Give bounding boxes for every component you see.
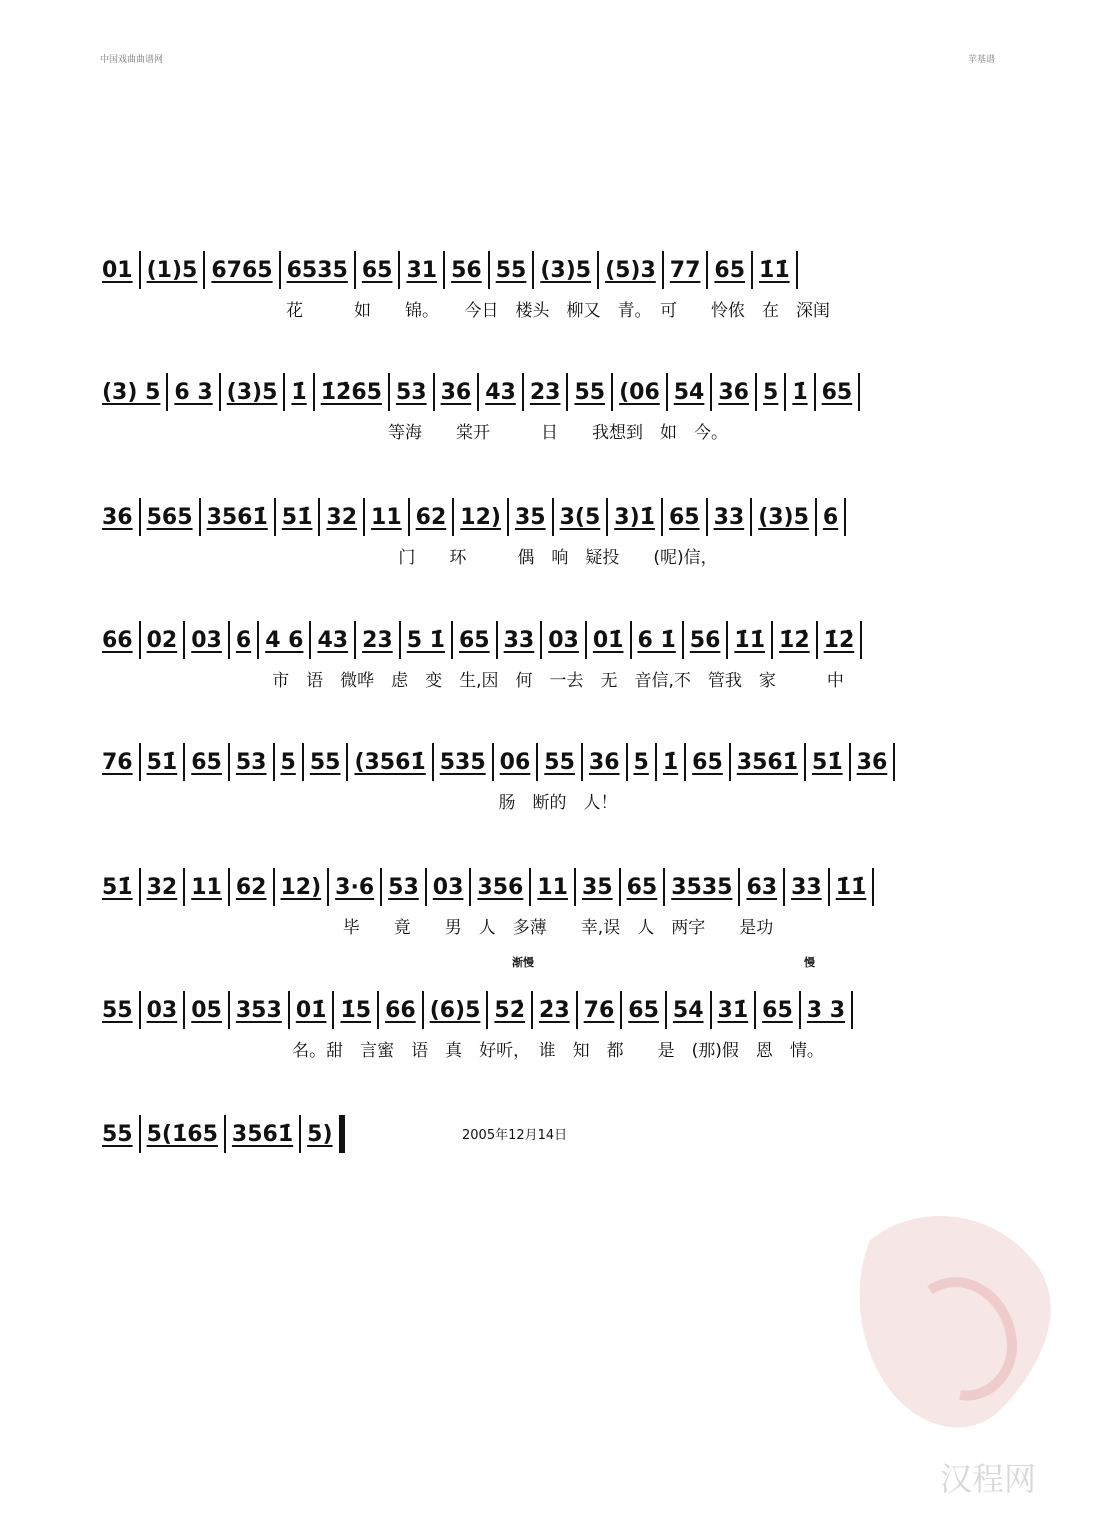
measure: (3)5: [226, 379, 278, 405]
barline: [532, 251, 534, 289]
measure: 53: [388, 874, 419, 900]
barline: [399, 621, 401, 659]
measure: 65: [191, 749, 222, 775]
measure: 77: [669, 257, 701, 283]
measure: 03: [191, 627, 222, 653]
measure: 3 3: [806, 997, 846, 1023]
barline: [346, 743, 348, 781]
measure: 36: [102, 504, 133, 530]
barline: [585, 621, 587, 659]
barline: [783, 868, 785, 906]
barline: [849, 743, 851, 781]
barline: [754, 991, 756, 1029]
barline: [273, 868, 275, 906]
barline: [443, 251, 445, 289]
barline: [183, 868, 185, 906]
barline: [139, 1115, 141, 1153]
score-system: [98, 865, 1018, 945]
measure: 54: [673, 379, 705, 405]
measure: 01̇: [592, 627, 624, 653]
barline: [796, 251, 798, 289]
barline: [219, 373, 221, 411]
measure: (3561̇: [354, 749, 426, 775]
barline: [203, 251, 205, 289]
measure: 6: [235, 627, 252, 653]
measure: 01̇: [295, 997, 327, 1023]
measure: 65: [628, 997, 659, 1023]
measure: 23: [529, 379, 561, 405]
measure: 51̇: [146, 749, 178, 775]
tempo-mark-slow: 慢: [804, 956, 815, 969]
measure: (1)5: [146, 257, 198, 283]
measure: 01: [102, 257, 133, 283]
measure: 66: [385, 997, 416, 1023]
measure: 54: [672, 997, 704, 1023]
barline: [540, 621, 542, 659]
barline: [425, 868, 427, 906]
measure: 31̇: [717, 997, 749, 1023]
measure: 36: [718, 379, 749, 405]
measure: 06: [499, 749, 531, 775]
barline: [433, 373, 435, 411]
barline: [771, 621, 773, 659]
measure: 65: [714, 257, 746, 283]
barline: [626, 743, 628, 781]
barline: [784, 373, 786, 411]
measure: 65: [692, 749, 723, 775]
barline: [799, 991, 801, 1029]
barline: [432, 743, 434, 781]
barline: [844, 498, 846, 536]
barline: [469, 868, 471, 906]
measure: 5: [280, 749, 296, 775]
barline: [522, 373, 524, 411]
notes-row: [98, 248, 1018, 292]
measure: 12): [280, 874, 322, 900]
measure: 53: [235, 749, 267, 775]
measure: 55: [495, 257, 527, 283]
barline: [738, 868, 740, 906]
measure: 1̇1̇: [835, 874, 867, 900]
measure: 66: [102, 627, 133, 653]
barline: [816, 621, 818, 659]
measure: 12): [460, 504, 501, 530]
measure: (5)3: [605, 257, 656, 283]
measure: 6 1̇: [637, 627, 676, 653]
notes-row: [98, 495, 1018, 539]
barline: [606, 498, 608, 536]
barline: [507, 498, 509, 536]
measure: 76: [583, 997, 615, 1023]
barline: [814, 373, 816, 411]
measure: 1̇2̇: [823, 627, 855, 653]
measure: 43: [485, 379, 516, 405]
barline: [872, 868, 874, 906]
measure: 43: [317, 627, 349, 653]
barline: [477, 373, 479, 411]
measure: 53: [395, 379, 427, 405]
measure: 56: [689, 627, 721, 653]
barline: [581, 743, 583, 781]
measure: 35: [581, 874, 613, 900]
barline: [851, 991, 853, 1029]
measure: 51̇: [102, 874, 133, 900]
barline: [183, 621, 185, 659]
barline: [630, 621, 632, 659]
measure: 65: [626, 874, 658, 900]
score-system: [98, 370, 1018, 450]
measure: 356: [477, 874, 524, 900]
barline: [706, 498, 708, 536]
barline: [380, 868, 382, 906]
measure: 6765: [211, 257, 273, 283]
measure: 31: [406, 257, 438, 283]
measure: 353: [235, 997, 282, 1023]
barline: [620, 991, 622, 1029]
barline: [288, 991, 290, 1029]
measure: 03: [548, 627, 579, 653]
barline: [327, 868, 329, 906]
barline: [257, 621, 259, 659]
barline: [139, 498, 141, 536]
measure: 11: [371, 504, 402, 530]
barline: [619, 868, 621, 906]
lyrics-row: 等海 棠开 日 我想到 如 今。: [388, 423, 728, 443]
measure: 1̇1̇: [759, 257, 790, 283]
measure: 6 3: [174, 379, 213, 405]
barline: [729, 743, 731, 781]
barline: [828, 868, 830, 906]
measure: 36: [588, 749, 620, 775]
measure: 65: [821, 379, 853, 405]
barline: [183, 991, 185, 1029]
barline: [529, 868, 531, 906]
watermark-logo: [830, 1180, 1080, 1510]
measure: 5(1̇65: [146, 1121, 218, 1147]
barline: [279, 251, 281, 289]
barline: [183, 743, 185, 781]
barline: [576, 991, 578, 1029]
barline: [299, 1115, 301, 1153]
date-stamp: 2005年12月14日: [462, 1128, 568, 1143]
barline: [363, 498, 365, 536]
barline: [139, 251, 141, 289]
barline: [309, 621, 311, 659]
barline: [665, 991, 667, 1029]
measure: 33: [713, 504, 745, 530]
score-system: [98, 248, 1018, 328]
measure: 1̇2̇: [779, 627, 810, 653]
measure: 36: [440, 379, 472, 405]
barline: [228, 991, 230, 1029]
lyrics-row: 名。甜 言蜜 语 真 好听， 谁 知 都 是 (那)假 恩 情。: [292, 1041, 824, 1061]
barline: [710, 373, 712, 411]
measure: 3·6: [335, 874, 375, 900]
site-header-left: 中国戏曲曲谱网: [100, 55, 164, 65]
barline: [751, 251, 753, 289]
barline: [755, 373, 757, 411]
barline: [574, 868, 576, 906]
barline: [224, 1115, 226, 1153]
measure: 1̇: [792, 379, 808, 405]
barline: [893, 743, 895, 781]
measure: 65: [668, 504, 700, 530]
measure: 1̇5: [340, 997, 372, 1023]
lyrics-row: 毕 竟 男 人 多薄 幸,误 人 两字 是功: [342, 918, 774, 938]
score-system: [98, 618, 1018, 698]
barline: [332, 991, 334, 1029]
measure: 3(5: [559, 504, 601, 530]
barline: [274, 498, 276, 536]
measure: 55: [102, 997, 133, 1023]
svg-text:汉程网: 汉程网: [940, 1460, 1037, 1498]
measure: 3561̇: [231, 1121, 294, 1147]
measure: 1̇1̇: [734, 627, 766, 653]
barline: [663, 868, 665, 906]
measure: 65: [361, 257, 393, 283]
measure: 76: [102, 749, 133, 775]
barline: [486, 991, 488, 1029]
measure: 5): [307, 1121, 333, 1147]
site-header-right: 苹基谱: [967, 55, 995, 65]
measure: (3) 5: [102, 379, 161, 405]
notes-row: [98, 988, 1018, 1032]
lyrics-row: 花 如 锦。 今日 楼头 柳又 青。 可 怜侬 在 深闺: [286, 301, 830, 321]
measure: 3561̇: [206, 504, 268, 530]
barline: [166, 373, 168, 411]
notes-row: [98, 370, 1018, 414]
notes-row: [98, 740, 1018, 784]
barline: [377, 991, 379, 1029]
barline: [228, 868, 230, 906]
measure: 5: [633, 749, 649, 775]
measure: 35: [514, 504, 546, 530]
barline: [339, 1115, 345, 1153]
tempo-mark-accel: 渐慢: [512, 956, 534, 969]
score-system: [98, 988, 1018, 1068]
barline: [139, 991, 141, 1029]
measure: 03: [146, 997, 178, 1023]
measure: 51̇: [281, 504, 313, 530]
barline: [611, 373, 613, 411]
lyrics-row: 门 环 偶 响 疑投 (呢)信，: [398, 548, 718, 568]
measure: 32: [326, 504, 358, 530]
measure: 55: [309, 749, 341, 775]
measure: 33: [791, 874, 822, 900]
barline: [655, 743, 657, 781]
barline: [354, 251, 356, 289]
barline: [666, 373, 668, 411]
measure: 2̇3: [539, 997, 570, 1023]
barline: [139, 743, 141, 781]
barline: [750, 498, 752, 536]
barline: [199, 498, 201, 536]
measure: 4 6: [265, 627, 304, 653]
score-system: [98, 495, 1018, 575]
measure: 6: [822, 504, 839, 530]
measure: (6)5: [429, 997, 481, 1023]
barline: [815, 498, 817, 536]
lyrics-row: 肠 断的 人！: [498, 793, 618, 813]
barline: [273, 743, 275, 781]
measure: 5 1̇: [406, 627, 445, 653]
barline: [682, 621, 684, 659]
barline: [662, 251, 664, 289]
measure: 62: [415, 504, 447, 530]
measure: 33: [503, 627, 535, 653]
barline: [710, 991, 712, 1029]
barline: [228, 743, 230, 781]
barline: [302, 743, 304, 781]
barline: [706, 251, 708, 289]
barline: [318, 498, 320, 536]
measure: 52̇: [494, 997, 526, 1023]
barline: [492, 743, 494, 781]
measure: 535: [439, 749, 486, 775]
measure: 3)1̇: [614, 504, 655, 530]
measure: 62: [235, 874, 267, 900]
barline: [228, 621, 230, 659]
barline: [597, 251, 599, 289]
measure: 23: [362, 627, 393, 653]
measure: 1̇: [291, 379, 307, 405]
measure: 36: [856, 749, 888, 775]
notes-row: [98, 865, 1018, 909]
measure: 55: [102, 1121, 133, 1147]
barline: [684, 743, 686, 781]
barline: [726, 621, 728, 659]
measure: 32: [146, 874, 178, 900]
measure: 51̇: [812, 749, 843, 775]
measure: 3535: [671, 874, 733, 900]
barline: [661, 498, 663, 536]
barline: [860, 621, 862, 659]
barline: [408, 498, 410, 536]
barline: [451, 621, 453, 659]
barline: [283, 373, 285, 411]
measure: 1̇: [662, 749, 679, 775]
barline: [313, 373, 315, 411]
barline: [398, 251, 400, 289]
measure: 11: [191, 874, 222, 900]
measure: 55: [574, 379, 606, 405]
measure: 11: [537, 874, 568, 900]
barline: [496, 621, 498, 659]
score-system: [98, 740, 1018, 820]
lyrics-row: 市 语 微哗 虑 变 生,因 何 一去 无 音信,不 管我 家 中: [272, 671, 844, 691]
barline: [804, 743, 806, 781]
barline: [536, 743, 538, 781]
barline: [488, 251, 490, 289]
measure: 1̇2̇65: [320, 379, 382, 405]
measure: 5: [763, 379, 779, 405]
measure: 3561̇: [736, 749, 799, 775]
measure: 6535: [286, 257, 348, 283]
notes-row: [98, 618, 1018, 662]
measure: 565: [146, 504, 193, 530]
barline: [354, 621, 356, 659]
measure: 65: [762, 997, 793, 1023]
barline: [139, 868, 141, 906]
measure: 56: [451, 257, 482, 283]
measure: 02: [146, 627, 178, 653]
measure: 65: [459, 627, 490, 653]
barline: [139, 621, 141, 659]
barline: [388, 373, 390, 411]
barline: [531, 991, 533, 1029]
barline: [452, 498, 454, 536]
measure: 03: [432, 874, 464, 900]
barline: [422, 991, 424, 1029]
barline: [566, 373, 568, 411]
measure: (06: [619, 379, 660, 405]
measure: 05: [191, 997, 222, 1023]
measure: (3)5: [758, 504, 809, 530]
measure: (3)5: [540, 257, 592, 283]
barline: [858, 373, 860, 411]
barline: [552, 498, 554, 536]
measure: 55: [544, 749, 575, 775]
measure: 63: [746, 874, 778, 900]
